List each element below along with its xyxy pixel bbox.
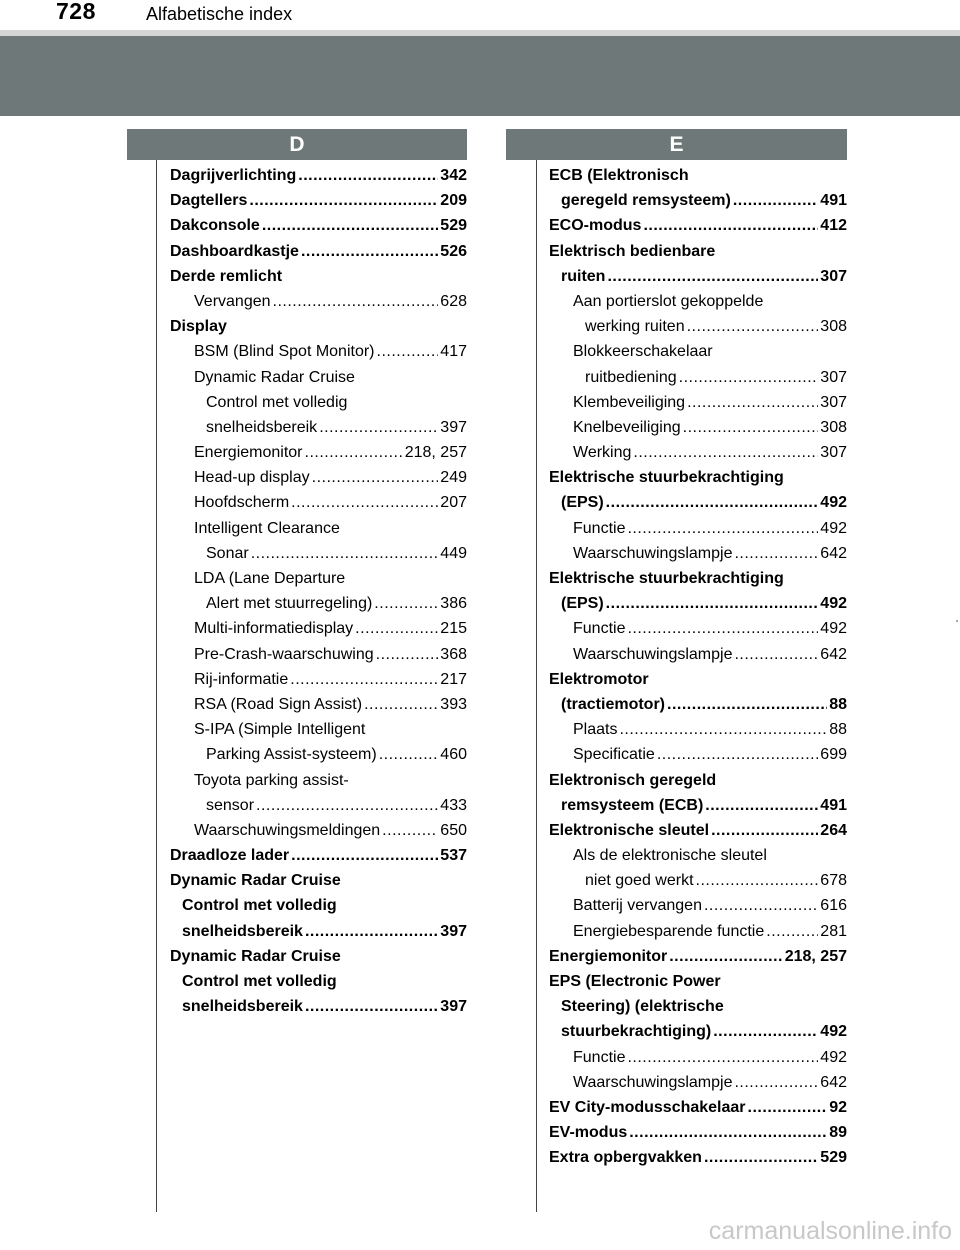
index-entry (549, 591, 847, 616)
index-entry-term: Waarschuwingsmeldingen (194, 821, 381, 839)
index-entry-term: Head-up display (194, 469, 310, 487)
index-entry (549, 868, 847, 893)
index-entry (549, 289, 847, 314)
index-entry (549, 919, 847, 944)
index-entry-page[interactable]: 307 (820, 267, 847, 285)
index-entry-page[interactable]: 616 (820, 897, 847, 915)
index-entry (170, 591, 467, 616)
index-entry (170, 843, 467, 868)
index-entry (170, 919, 467, 944)
index-entry (170, 616, 467, 641)
index-entry-page[interactable]: 529 (820, 1149, 847, 1167)
index-entry (170, 390, 467, 415)
index-entry (549, 239, 847, 264)
index-entry-term: werking ruiten (585, 318, 685, 336)
index-entry-term: Alert met stuurregeling) (206, 595, 373, 613)
section-heading-e: E (506, 129, 847, 160)
edge-mark (956, 620, 958, 622)
index-entry-page[interactable]: 89 (829, 1124, 847, 1142)
index-entry-term: Elektromotor (549, 670, 649, 688)
index-entry-term: ECO-modus (549, 217, 642, 235)
index-entry-page[interactable]: 397 (440, 998, 467, 1016)
index-entry-term: RSA (Road Sign Assist) (194, 695, 363, 713)
index-entry-term: Functie (573, 519, 626, 537)
index-entry (170, 793, 467, 818)
index-entry-term: Control met volledig (182, 973, 337, 990)
index-entry (549, 339, 847, 364)
index-entry-term: Dagtellers (170, 192, 248, 210)
dot-leader (669, 944, 782, 969)
index-entry-term: Waarschuwingslampje (573, 544, 733, 562)
index-entry-page[interactable]: 492 (820, 494, 847, 512)
index-entry-term: Knelbeveiliging (573, 418, 681, 436)
index-entry-page[interactable]: 307 (820, 444, 847, 462)
index-entry (170, 465, 467, 490)
index-entry-term: Vervangen (194, 292, 271, 310)
dot-leader (643, 213, 818, 238)
index-entry-term: (tractiemotor) (561, 695, 666, 713)
index-entry (549, 616, 847, 641)
index-entry-term: Als de elektronische sleutel (573, 847, 767, 865)
index-entry-term: ECB (Elektronisch (549, 167, 689, 184)
dot-leader (305, 994, 438, 1019)
index-entry (170, 642, 467, 667)
index-entry (549, 163, 847, 188)
index-entry-term: Waarschuwingslampje (573, 1073, 733, 1091)
index-entry-page[interactable]: 307 (820, 393, 847, 411)
index-entry-term: snelheidsbereik (206, 418, 318, 436)
index-entry (549, 516, 847, 541)
index-entry-page[interactable]: 491 (820, 796, 847, 814)
index-entry (549, 1120, 847, 1145)
index-entry (549, 818, 847, 843)
index-entry-term: geregeld remsysteem) (561, 192, 731, 210)
dot-leader (273, 289, 439, 314)
index-entry-page[interactable]: 529 (440, 217, 467, 235)
index-entry-term: Aan portierslot gekoppelde (573, 292, 764, 310)
index-entry-page[interactable]: 218, 257 (784, 947, 847, 965)
dot-leader (766, 919, 818, 944)
index-entry-page[interactable]: 209 (440, 192, 467, 210)
dot-leader (298, 163, 438, 188)
index-entry-term: Dagrijverlichting (170, 167, 297, 184)
index-entry (170, 768, 467, 793)
dot-leader (291, 843, 438, 868)
dot-leader (305, 440, 403, 465)
dot-leader (748, 1095, 828, 1120)
page-number: 728 (56, 0, 96, 24)
index-entry (549, 692, 847, 717)
index-entry-page[interactable]: 460 (440, 746, 467, 764)
index-column-d (170, 163, 467, 1019)
dot-leader (374, 591, 438, 616)
dot-leader (633, 440, 818, 465)
index-entry-page[interactable]: 628 (440, 292, 467, 310)
index-entry (549, 843, 847, 868)
index-entry (170, 566, 467, 591)
index-entry-term: Parking Assist-systeem) (206, 746, 377, 764)
dot-leader (262, 213, 438, 238)
index-entry-page[interactable]: 650 (440, 821, 467, 839)
index-entry-page[interactable]: 699 (820, 746, 847, 764)
index-entry (549, 1019, 847, 1044)
index-entry-page[interactable]: 342 (440, 167, 467, 184)
section-heading-d: D (127, 129, 467, 160)
index-entry (170, 314, 467, 339)
dot-leader (364, 692, 438, 717)
index-entry-page[interactable]: 492 (820, 519, 847, 537)
index-entry (170, 944, 467, 969)
index-entry (549, 1045, 847, 1070)
index-entry-term: Dynamic Radar Cruise (170, 872, 341, 890)
column-divider-e (536, 160, 537, 1212)
index-entry-term: Klembeveiliging (573, 393, 686, 411)
dot-leader (667, 692, 827, 717)
index-entry-page[interactable]: 642 (820, 1073, 847, 1091)
index-entry-term: Display (170, 318, 227, 336)
index-entry-page[interactable]: 207 (440, 494, 467, 512)
page-title: Alfabetische index (146, 4, 293, 24)
index-entry (549, 793, 847, 818)
index-entry (170, 415, 467, 440)
index-entry (170, 818, 467, 843)
dot-leader (627, 1045, 818, 1070)
index-entry (549, 742, 847, 767)
index-entry (549, 1095, 847, 1120)
index-entry-term: Waarschuwingslampje (573, 645, 733, 663)
index-entry-term: Draadloze lader (170, 847, 290, 865)
index-entry-term: remsysteem (ECB) (561, 796, 704, 814)
dot-leader (251, 541, 439, 566)
index-entry-page[interactable]: 678 (820, 872, 847, 890)
index-entry-term: Energiebesparende functie (573, 922, 765, 940)
index-entry-term: Rij-informatie (194, 670, 289, 688)
dot-leader (319, 415, 438, 440)
index-entry-term: S-IPA (Simple Intelligent (194, 721, 366, 739)
header-banner (0, 36, 960, 116)
dot-leader (657, 742, 818, 767)
index-entry-page[interactable]: 397 (440, 418, 467, 436)
index-entry-page[interactable]: 417 (440, 343, 467, 361)
dot-leader (301, 239, 438, 264)
index-entry (549, 1145, 847, 1170)
index-entry (549, 944, 847, 969)
index-entry-page[interactable]: 642 (820, 645, 847, 663)
index-entry-page[interactable]: 526 (440, 242, 467, 260)
index-entry (170, 239, 467, 264)
index-entry-term: Elektrische stuurbekrachtiging (549, 570, 784, 587)
index-entry-term: stuurbekrachtiging) (561, 1023, 712, 1041)
index-entry-term: EPS (Electronic Power (549, 973, 721, 990)
dot-leader (290, 667, 438, 692)
dot-leader (607, 264, 818, 289)
index-entry (549, 465, 847, 490)
index-entry-term: Batterij vervangen (573, 897, 702, 915)
index-entry (170, 365, 467, 390)
dot-leader (687, 314, 819, 339)
index-entry-page[interactable]: 537 (440, 847, 467, 865)
index-entry-page[interactable]: 215 (440, 620, 467, 638)
index-entry-page[interactable]: 492 (820, 620, 847, 638)
dot-leader (249, 188, 438, 213)
index-entry-page[interactable]: 307 (820, 368, 847, 386)
index-entry-page[interactable]: 308 (820, 418, 847, 436)
index-entry-page[interactable]: 386 (440, 595, 467, 613)
index-entry-page[interactable]: 393 (440, 695, 467, 713)
index-entry-term: Control met volledig (206, 393, 348, 411)
index-entry-page[interactable]: 308 (820, 318, 847, 336)
index-entry-page[interactable]: 264 (820, 821, 847, 839)
dot-leader (606, 490, 819, 515)
index-entry (170, 490, 467, 515)
index-entry-term: ruiten (561, 267, 606, 285)
dot-leader (382, 818, 438, 843)
index-entry-page[interactable]: 412 (820, 217, 847, 235)
index-entry-page[interactable]: 368 (440, 645, 467, 663)
index-entry-term: Energiemonitor (549, 947, 668, 965)
index-entry (549, 264, 847, 289)
index-entry-term: sensor (206, 796, 255, 814)
index-entry-page[interactable]: 92 (829, 1098, 847, 1116)
dot-leader (713, 1019, 818, 1044)
index-entry (549, 415, 847, 440)
column-divider-d (156, 160, 157, 1212)
index-entry-term: Pre-Crash-waarschuwing (194, 645, 374, 663)
dot-leader (256, 793, 438, 818)
index-entry-term: Steering) (elektrische (561, 998, 724, 1016)
index-entry (549, 541, 847, 566)
watermark: carmanualsonline.info (708, 1217, 952, 1245)
dot-leader (629, 1120, 827, 1145)
index-entry-term: EV City-modusschakelaar (549, 1098, 746, 1116)
index-entry (170, 994, 467, 1019)
index-entry-page[interactable]: 492 (820, 595, 847, 613)
index-entry-term: EV-modus (549, 1124, 628, 1142)
index-entry-page[interactable]: 492 (820, 1023, 847, 1041)
index-entry (549, 717, 847, 742)
index-entry-term: Dynamic Radar Cruise (194, 368, 355, 386)
dot-leader (734, 1070, 818, 1095)
index-entry-page[interactable]: 397 (440, 922, 467, 940)
index-entry (549, 490, 847, 515)
dot-leader (687, 390, 818, 415)
index-entry (549, 768, 847, 793)
index-entry-term: Toyota parking assist- (194, 771, 349, 789)
index-entry-term: Werking (573, 444, 632, 462)
index-entry (170, 516, 467, 541)
index-entry (549, 188, 847, 213)
index-entry-term: Dakconsole (170, 217, 260, 235)
index-entry-term: Elektronische sleutel (549, 821, 710, 839)
index-entry-term: (EPS) (561, 494, 604, 512)
index-entry (170, 893, 467, 918)
index-entry (170, 163, 467, 188)
index-entry-page[interactable]: 88 (829, 695, 847, 713)
dot-leader (619, 717, 827, 742)
index-entry (549, 969, 847, 994)
index-entry-term: Control met volledig (182, 897, 337, 915)
index-entry-term: Functie (573, 1048, 626, 1066)
index-entry (170, 717, 467, 742)
index-entry (170, 213, 467, 238)
dot-leader (704, 1145, 818, 1170)
index-entry (549, 213, 847, 238)
index-entry-page[interactable]: 449 (440, 544, 467, 562)
index-entry-page[interactable]: 433 (440, 796, 467, 814)
dot-leader (734, 642, 818, 667)
dot-leader (705, 793, 818, 818)
index-entry (170, 440, 467, 465)
index-entry-page[interactable]: 217 (440, 670, 467, 688)
index-entry (170, 692, 467, 717)
index-entry-page[interactable]: 491 (820, 192, 847, 210)
index-entry (170, 868, 467, 893)
index-entry-term: ruitbediening (585, 368, 677, 386)
dot-leader (627, 516, 818, 541)
index-entry-term: Derde remlicht (170, 267, 283, 285)
index-entry (549, 1070, 847, 1095)
index-entry (549, 893, 847, 918)
index-entry-page[interactable]: 642 (820, 544, 847, 562)
dot-leader (291, 490, 438, 515)
index-entry-term: Blokkeerschakelaar (573, 343, 713, 361)
dot-leader (627, 616, 818, 641)
index-entry (549, 566, 847, 591)
dot-leader (355, 616, 438, 641)
index-entry-term: BSM (Blind Spot Monitor) (194, 343, 375, 361)
index-entry (170, 264, 467, 289)
dot-leader (679, 365, 819, 390)
dot-leader (696, 868, 819, 893)
index-entry (170, 339, 467, 364)
dot-leader (377, 339, 439, 364)
index-entry (549, 365, 847, 390)
index-entry (549, 642, 847, 667)
index-entry-term: Intelligent Clearance (194, 519, 340, 537)
index-entry-term: Elektrisch bedienbare (549, 242, 716, 260)
index-entry-term: Extra opbergvakken (549, 1149, 702, 1167)
index-entry (170, 969, 467, 994)
dot-leader (376, 642, 439, 667)
index-entry-term: Elektronisch geregeld (549, 771, 717, 789)
dot-leader (683, 415, 819, 440)
index-entry (170, 667, 467, 692)
index-entry-term: Dynamic Radar Cruise (170, 947, 341, 965)
index-entry-term: Elektrische stuurbekrachtiging (549, 469, 784, 487)
index-entry-term: Multi-informatiedisplay (194, 620, 354, 638)
index-entry (170, 188, 467, 213)
dot-leader (734, 541, 818, 566)
index-entry-term: Dashboardkastje (170, 242, 299, 260)
index-entry-term: Energiemonitor (194, 444, 303, 462)
index-entry-page[interactable]: 249 (440, 469, 467, 487)
dot-leader (312, 465, 439, 490)
index-entry-term: niet goed werkt (585, 872, 694, 890)
index-entry (170, 289, 467, 314)
index-entry-term: Functie (573, 620, 626, 638)
index-entry-term: snelheidsbereik (182, 922, 303, 940)
dot-leader (704, 893, 818, 918)
dot-leader (733, 188, 818, 213)
index-entry-term: LDA (Lane Departure (194, 570, 346, 587)
index-entry (549, 390, 847, 415)
dot-leader (606, 591, 819, 616)
dot-leader (379, 742, 439, 767)
index-entry-term: snelheidsbereik (182, 998, 303, 1016)
dot-leader (305, 919, 438, 944)
index-entry-term: Plaats (573, 721, 618, 739)
index-entry (549, 440, 847, 465)
index-entry-page[interactable]: 88 (829, 721, 847, 739)
index-entry (170, 742, 467, 767)
index-entry (170, 541, 467, 566)
index-entry-page[interactable]: 218, 257 (404, 444, 467, 462)
index-entry-term: Hoofdscherm (194, 494, 290, 512)
index-column-e (549, 163, 847, 1171)
index-entry (549, 314, 847, 339)
index-entry (549, 994, 847, 1019)
index-entry (549, 667, 847, 692)
index-entry-page[interactable]: 492 (820, 1048, 847, 1066)
index-entry-page[interactable]: 281 (820, 922, 847, 940)
page-header (0, 0, 960, 30)
index-entry-term: Sonar (206, 544, 249, 562)
dot-leader (711, 818, 818, 843)
index-entry-term: Specificatie (573, 746, 655, 764)
index-entry-term: (EPS) (561, 595, 604, 613)
